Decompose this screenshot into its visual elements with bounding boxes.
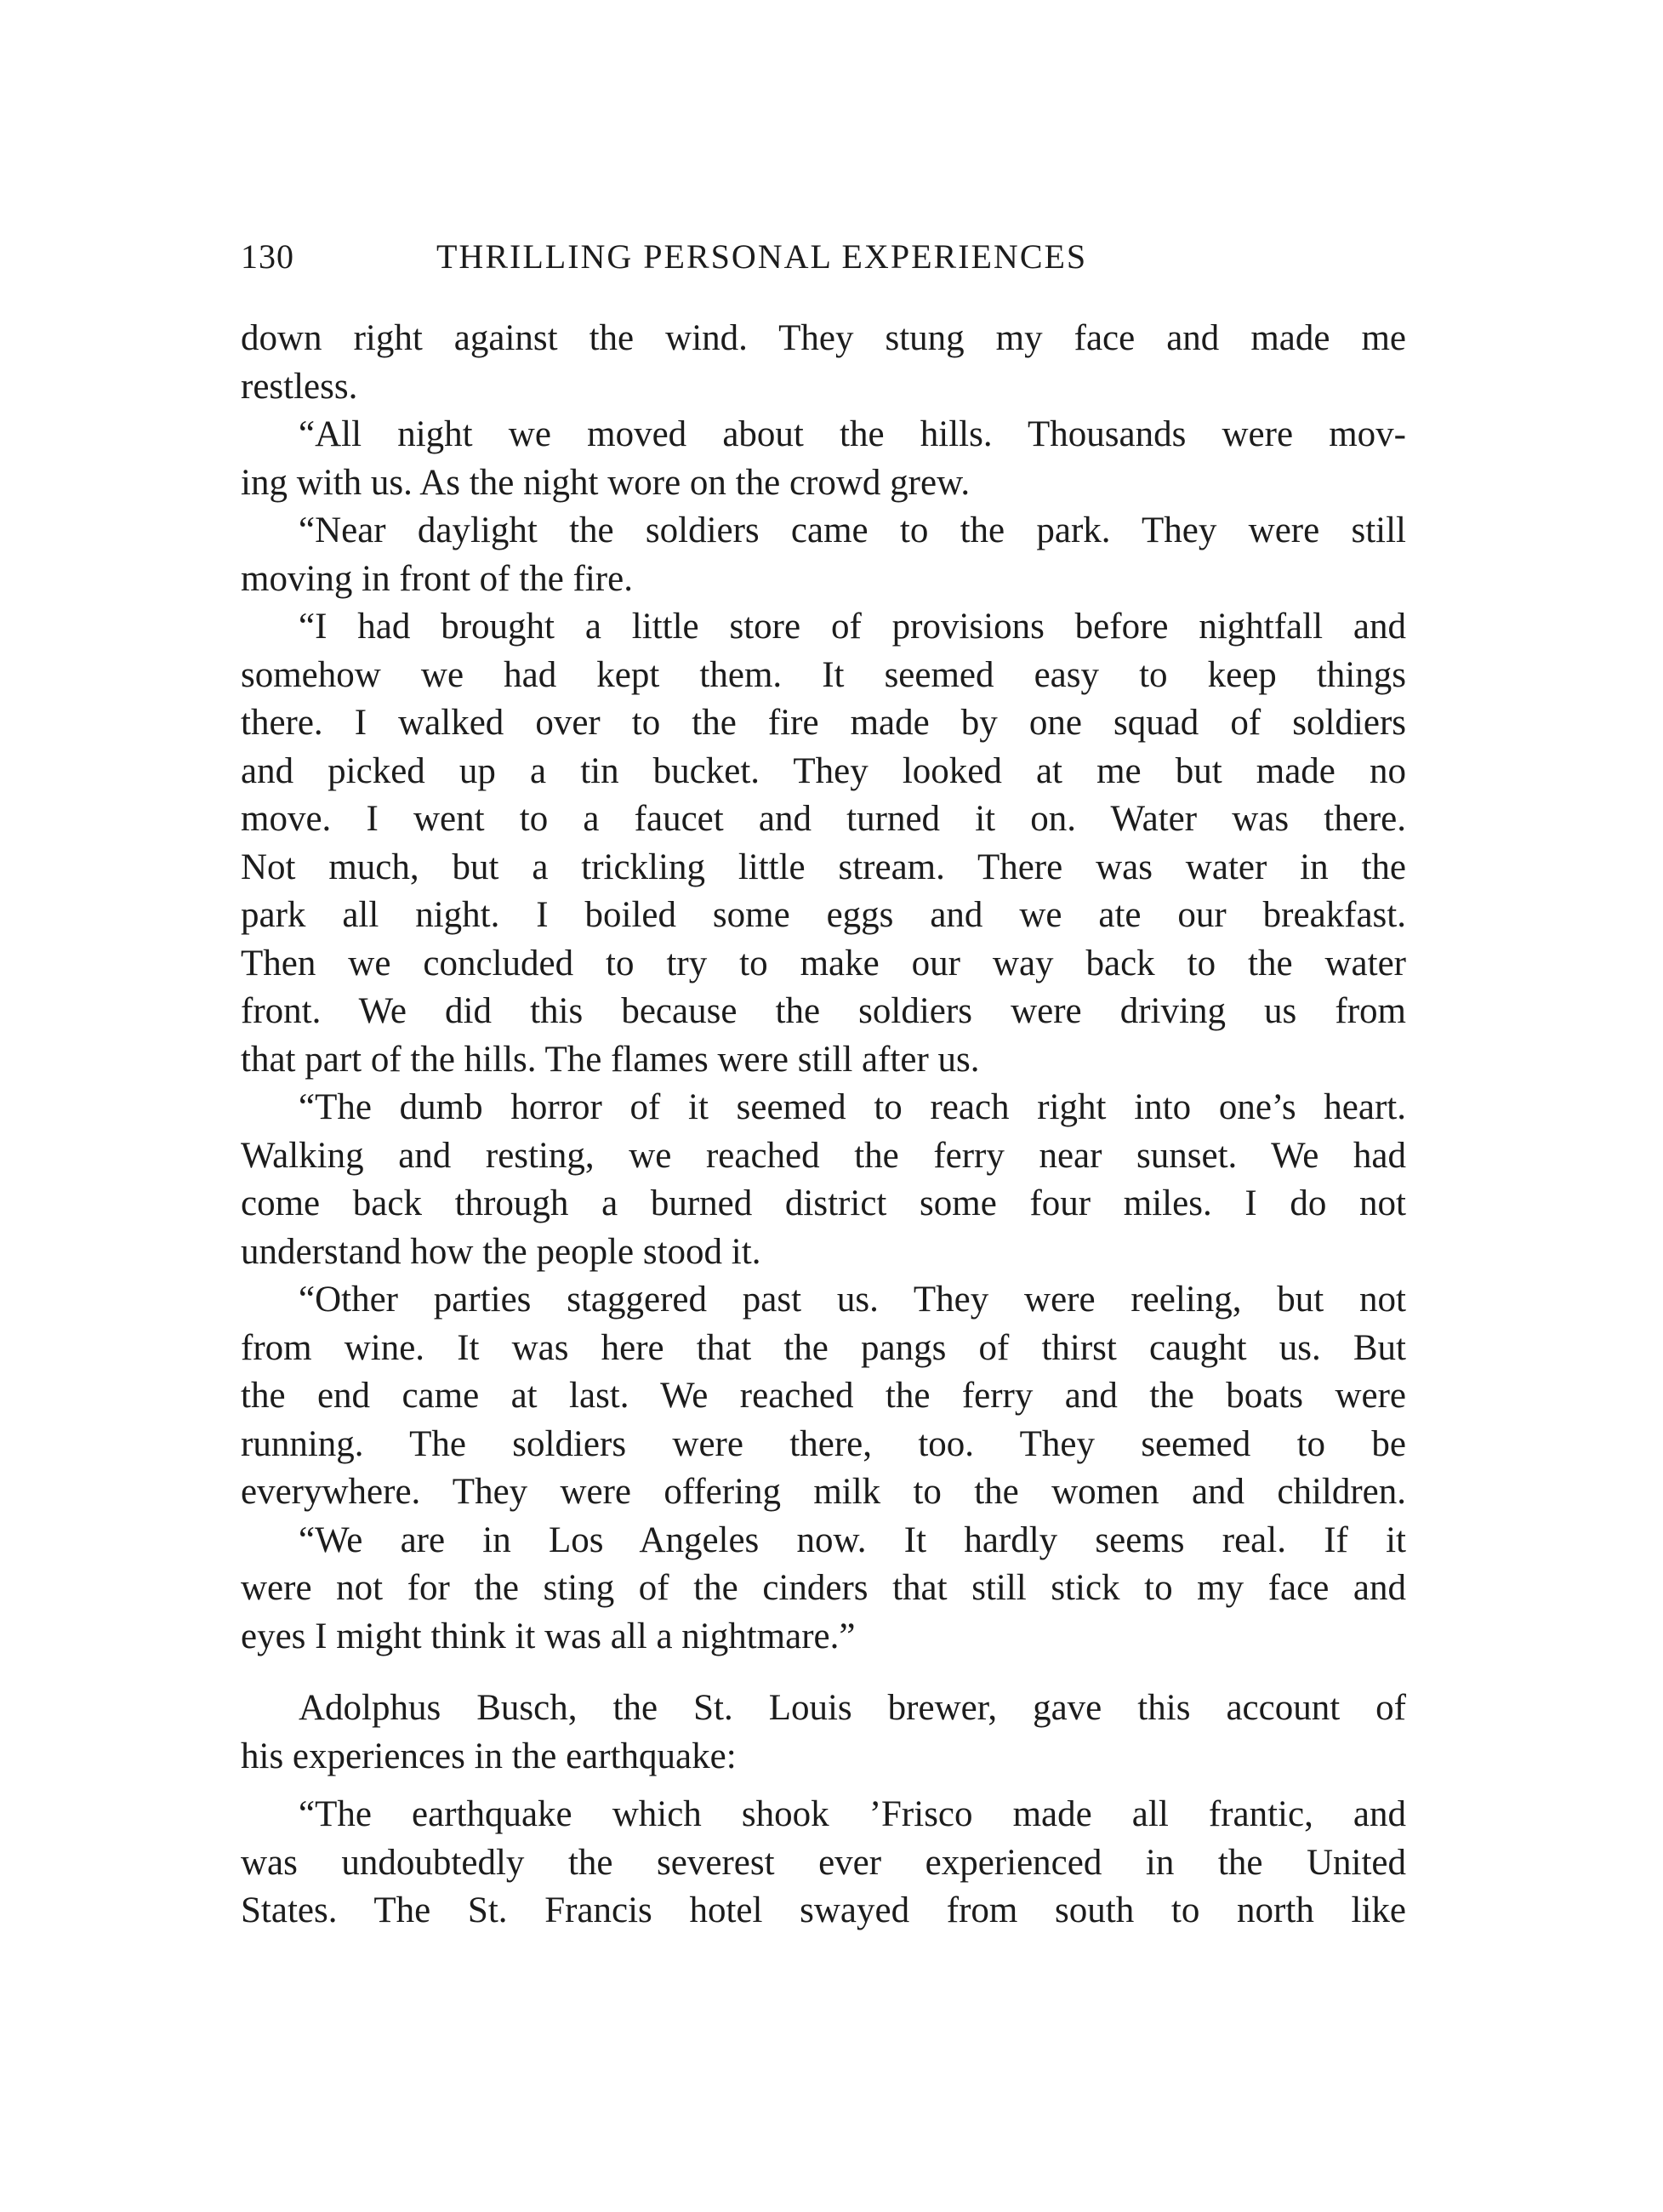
- text-line: was undoubtedly the severest ever experienced in the United: [241, 1842, 1406, 1883]
- paragraph-gap: [241, 1661, 1406, 1685]
- text-line: that part of the hills. The flames were still after us.: [241, 1039, 980, 1080]
- text-line: come back through a burned district some four miles. I do not: [241, 1183, 1406, 1223]
- text-line: Then we concluded to try to make our way back to the water: [241, 943, 1406, 983]
- text-line: States. The St. Francis hotel swayed from south to north like: [241, 1890, 1406, 1930]
- text-line: were not for the sting of the cinders that still stick to my face and: [241, 1568, 1406, 1608]
- text-line: “Other parties staggered past us. They were reeling, but not: [299, 1280, 1406, 1320]
- text-line: down right against the wind. They stung my face and made me: [241, 318, 1406, 358]
- text-line: move. I went to a faucet and turned it on. Water was there.: [241, 799, 1406, 839]
- running-title: THRILLING PERSONAL EXPERIENCES: [436, 237, 1088, 276]
- text-line: front. We did this because the soldiers were driving us from: [241, 991, 1406, 1031]
- text-line: moving in front of the fire.: [241, 558, 633, 599]
- text-line: from wine. It was here that the pangs of thirst caught us. But: [241, 1327, 1406, 1368]
- text-line: “All night we moved about the hills. Thousands were mov-: [299, 414, 1406, 454]
- text-line: “The earthquake which shook ’Frisco made all frantic, and: [299, 1794, 1406, 1834]
- text-line: his experiences in the earthquake:: [241, 1736, 737, 1776]
- text-line: “Near daylight the soldiers came to the park. They were still: [299, 510, 1406, 550]
- text-line: somehow we had kept them. It seemed easy to keep things: [241, 654, 1406, 695]
- text-line: running. The soldiers were there, too. They seemed to be: [241, 1423, 1406, 1464]
- body-text: [241, 315, 1406, 1936]
- text-line: Walking and resting, we reached the ferry near sunset. We had: [241, 1135, 1406, 1176]
- text-line: and picked up a tin bucket. They looked at me but made no: [241, 750, 1406, 791]
- page-header: [241, 231, 1406, 282]
- text-line: understand how the people stood it.: [241, 1231, 761, 1272]
- text-line: “I had brought a little store of provisions before nightfall and: [299, 607, 1406, 647]
- paragraph-gap: [241, 1781, 1406, 1791]
- text-line: Adolphus Busch, the St. Louis brewer, gave this account of: [299, 1688, 1406, 1728]
- page-number: 130: [241, 237, 294, 276]
- text-line: “We are in Los Angeles now. It hardly seems real. If it: [299, 1519, 1406, 1560]
- text-line: park all night. I boiled some eggs and we ate our breakfast.: [241, 895, 1406, 935]
- text-line: eyes I might think it was all a nightmare.”: [241, 1616, 856, 1656]
- text-line: “The dumb horror of it seemed to reach right into one’s heart.: [299, 1087, 1406, 1127]
- text-line: everywhere. They were offering milk to the women and children.: [241, 1472, 1406, 1512]
- text-line: the end came at last. We reached the ferry and the boats were: [241, 1376, 1406, 1416]
- text-line: restless.: [241, 366, 358, 407]
- text-line: there. I walked over to the fire made by one squad of soldiers: [241, 703, 1406, 743]
- text-line: Not much, but a trickling little stream. There was water in the: [241, 847, 1406, 887]
- text-line: ing with us. As the night wore on the crowd grew.: [241, 462, 971, 503]
